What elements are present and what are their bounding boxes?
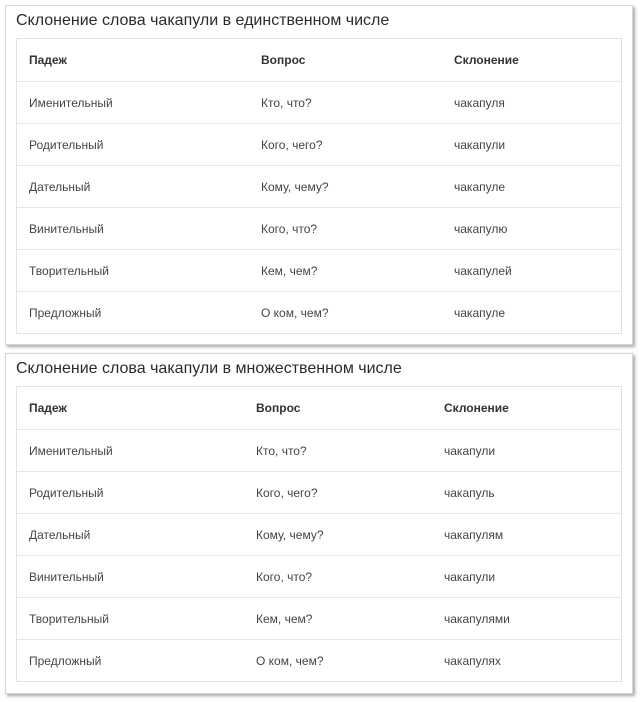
singular-declension-panel: [5, 5, 633, 345]
declension-cell: чакапулю: [454, 221, 508, 236]
singular-declension-table: [16, 38, 622, 334]
case-cell: Винительный: [29, 221, 104, 236]
plural-table-title: Склонение слова чакапули в множественном числе: [16, 360, 402, 377]
declension-cell: чакапуль: [444, 485, 495, 500]
declension-cell: чакапули: [444, 443, 496, 458]
table-row: [17, 291, 621, 333]
question-cell: Кто, что?: [261, 95, 312, 110]
plural-declension-panel: [5, 353, 633, 694]
table-row: [17, 123, 621, 165]
table-row: [17, 555, 621, 597]
column-header-question: Вопрос: [261, 53, 306, 67]
table-row: [17, 165, 621, 207]
declension-cell: чакапулями: [444, 611, 510, 626]
question-cell: О ком, чем?: [256, 653, 324, 668]
question-cell: Кого, что?: [256, 569, 313, 584]
case-cell: Именительный: [29, 443, 113, 458]
case-cell: Дательный: [29, 527, 91, 542]
table-row: [17, 639, 621, 681]
question-cell: Кому, чему?: [256, 527, 324, 542]
table-row: [17, 249, 621, 291]
declension-cell: чакапуля: [454, 95, 505, 110]
question-cell: Кого, чего?: [256, 485, 318, 500]
column-header-case: Падеж: [29, 53, 67, 67]
case-cell: Предложный: [29, 305, 102, 320]
case-cell: Винительный: [29, 569, 104, 584]
declension-cell: чакапули: [444, 569, 496, 584]
question-cell: Кем, чем?: [256, 611, 313, 626]
column-header-declension: Склонение: [444, 401, 509, 415]
case-cell: Творительный: [29, 611, 109, 626]
column-header-question: Вопрос: [256, 401, 301, 415]
table-row: [17, 81, 621, 123]
table-row: [17, 429, 621, 471]
declension-cell: чакапули: [454, 137, 506, 152]
column-header-case: Падеж: [29, 401, 67, 415]
question-cell: Кого, чего?: [261, 137, 323, 152]
declension-cell: чакапулей: [454, 263, 512, 278]
declension-cell: чакапулям: [444, 527, 504, 542]
declension-cell: чакапуле: [454, 179, 506, 194]
question-cell: Кому, чему?: [261, 179, 329, 194]
table-header-row: [17, 39, 621, 81]
declension-cell: чакапулях: [444, 653, 501, 668]
question-cell: Кто, что?: [256, 443, 307, 458]
case-cell: Творительный: [29, 263, 109, 278]
case-cell: Именительный: [29, 95, 113, 110]
case-cell: Дательный: [29, 179, 91, 194]
table-row: [17, 471, 621, 513]
table-row: [17, 207, 621, 249]
question-cell: Кого, что?: [261, 221, 318, 236]
column-header-declension: Склонение: [454, 53, 519, 67]
singular-table-title: Склонение слова чакапули в единственном числе: [16, 12, 390, 29]
question-cell: Кем, чем?: [261, 263, 318, 278]
table-header-row: [17, 387, 621, 429]
declension-cell: чакапуле: [454, 305, 506, 320]
plural-declension-table: [16, 386, 622, 682]
case-cell: Предложный: [29, 653, 102, 668]
case-cell: Родительный: [29, 137, 104, 152]
table-row: [17, 513, 621, 555]
table-row: [17, 597, 621, 639]
case-cell: Родительный: [29, 485, 104, 500]
question-cell: О ком, чем?: [261, 305, 329, 320]
